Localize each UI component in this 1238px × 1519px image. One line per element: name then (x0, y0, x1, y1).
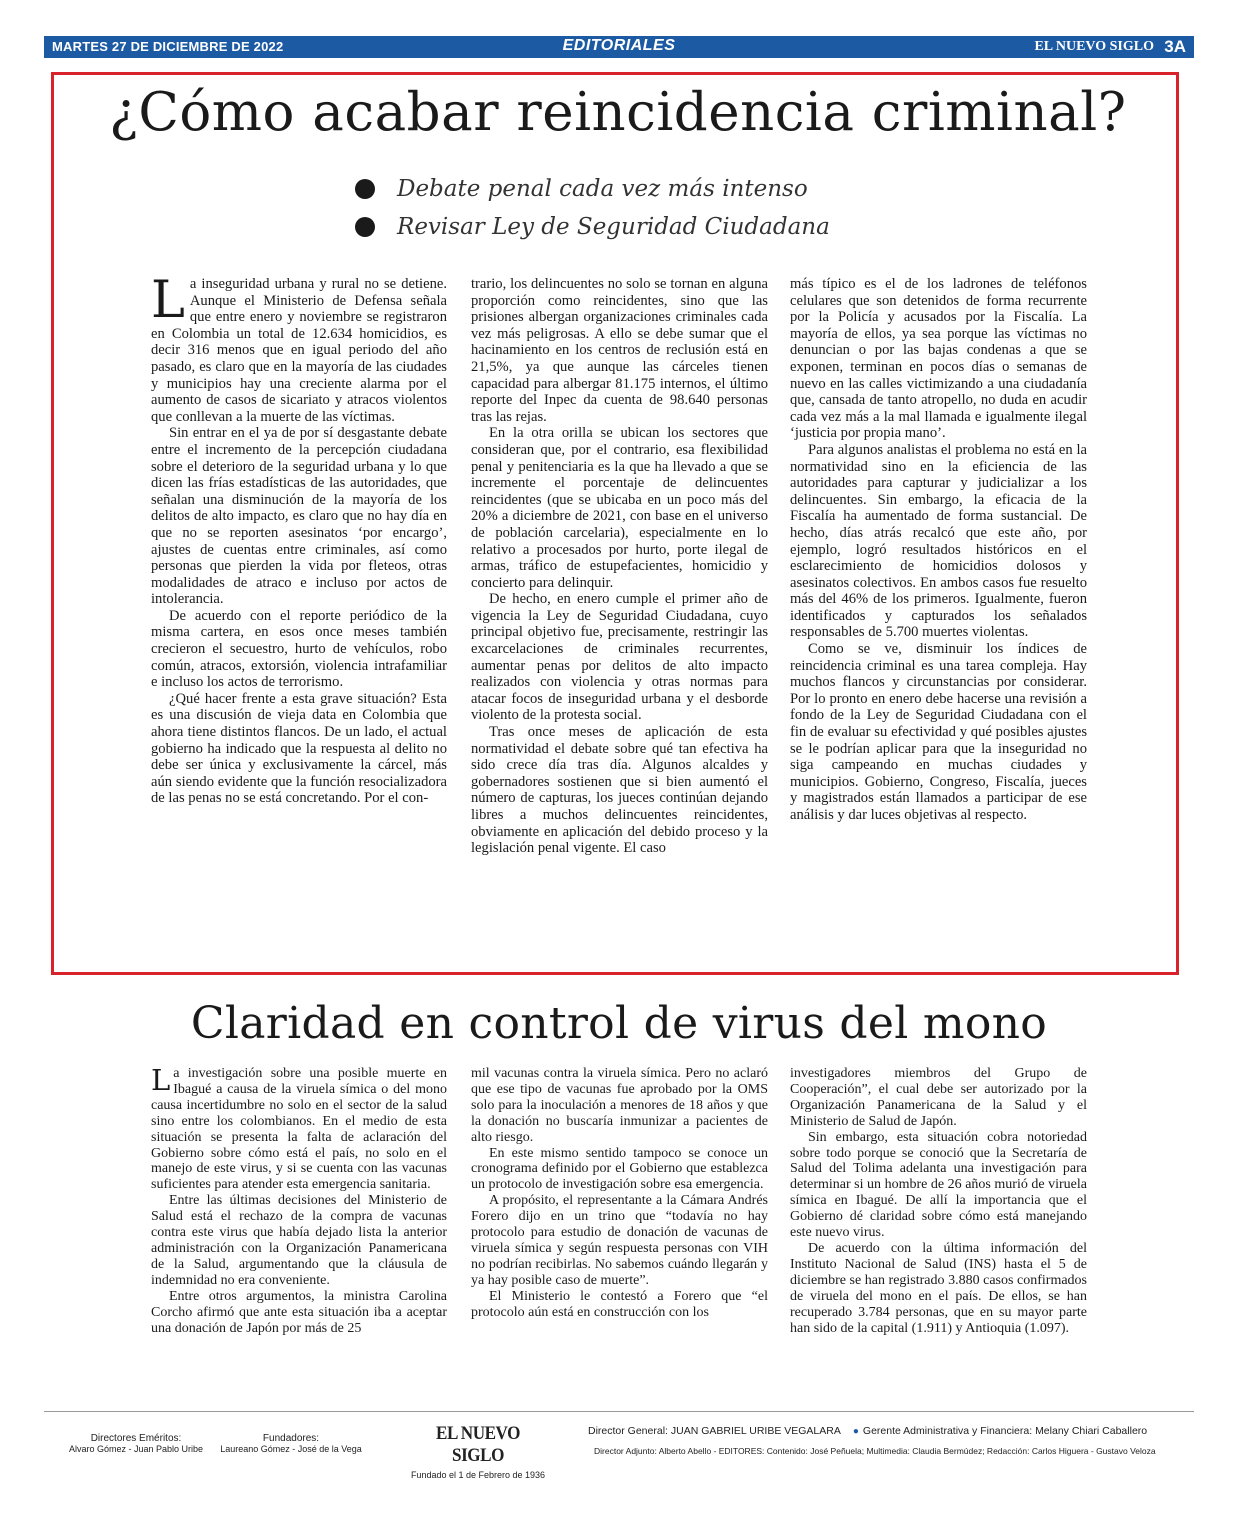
subhead-item (355, 208, 830, 246)
paragraph: En este mismo sentido tampoco se conoce un cronograma definido por el Gobierno que establezca un protocolo de investigación sobre esa emergencia. (471, 1145, 768, 1193)
editorial-1-headline: ¿Cómo acabar reincidencia criminal? (109, 82, 1127, 143)
footer-divider (44, 1411, 1194, 1412)
paragraph: De acuerdo con la última información del Instituto Nacional de Salud (INS) hasta el 5 de diciembre se han registrado 3.880 casos confirmados de viruela del mono en el país. De ellos, se han recuperado 3.784 personas, que en su mayor parte han sido de la capital (1.911) y Antioquia (1.097). (790, 1240, 1087, 1336)
paragraph: Entre otros argumentos, la ministra Carolina Corcho afirmó que ante esta situación iba a aceptar una donación de Japón por más de 25 (151, 1288, 447, 1336)
paragraph-text: a investigación sobre una posible muerte en Ibagué a causa de la viruela símica o del mono causa incertidumbre no solo en el sector de la salud sino entre los colombianos. En el medio de esta situación se presenta la falta de aclaración del Gobierno sobre cómo está el país, no solo en el manejo de este virus, y si se cuenta con las vacunas suficientes para atender esta emergencia sanitaria. (151, 1066, 447, 1193)
paragraph: más típico es el de los ladrones de teléfonos celulares que son detenidos de forma recurrente por la Policía y acusados por la Fiscalía. La mayoría de ellos, ya sea porque las víctimas no denuncian o por las bajas condenas a que se exponen, terminan en pocos días o semanas de nuevo en las calles victimizando a una ciudadanía que, cansada de tanto atropello, no duda en acudir cada vez más a la mal llamada e igualmente ilegal ‘justicia por propia mano’. (790, 276, 1087, 442)
editorial-1-column-3 (790, 276, 1087, 824)
editorial-1-column-2 (471, 276, 768, 857)
paragraph: Tras once meses de aplicación de esta normatividad el debate sobre qué tan efectiva ha sido crece día tras día. Algunos alcaldes y gobernadores sostienen que si bien aumentó el número de capturas, los jueces continúan dejando libres a muchos delincuentes reincidentes, obviamente en aplicación del debido proceso y la legislación penal vigente. El caso (471, 724, 768, 857)
founders-label: Fundadores: (262, 1433, 320, 1444)
directors-names: Alvaro Gómez - Juan Pablo Uribe (68, 1444, 204, 1454)
paragraph: mil vacunas contra la viruela símica. Pero no aclaró que ese tipo de vacunas fue aprobado por la OMS solo para la inoculación a menores de 18 años y que la donación no buscaría inmunizar a pacientes de alto riesgo. (471, 1066, 768, 1145)
editorial-2-headline: Claridad en control de virus del mono (190, 998, 1048, 1049)
paragraph-text: a inseguridad urbana y rural no se detiene. Aunque el Ministerio de Defensa señala que entre enero y noviembre se registraron en Colombia un total de 12.634 homicidios, es decir 316 menos que en igual periodo del año pasado, es claro que en la mayoría de las ciudades y municipios hay una creciente alarma por el aumento de casos de sicariato y atracos violentos que conllevan a la muerte de las víctimas. (151, 276, 447, 425)
founders-block (218, 1433, 364, 1454)
editorial-1-column-1 (151, 271, 447, 807)
gerente: Gerente Administrativa y Financiera: Melany Chiari Caballero (862, 1425, 1148, 1437)
editorial-2-column-3 (790, 1066, 1087, 1336)
paragraph: Entre las últimas decisiones del Ministerio de Salud está el rechazo de la compra de vacunas contra este virus que había dejado lista la anterior administración con la Organización Panamericana de la Salud, argumentando que la cláusula de indemnidad no era conveniente. (151, 1193, 447, 1288)
brand-name: EL NUEVO SIGLO (1034, 39, 1154, 54)
directors-block (66, 1433, 206, 1454)
paragraph (151, 1063, 447, 1193)
paragraph: De hecho, en enero cumple el primer año de vigencia la Ley de Seguridad Ciudadana, cuyo principal objetivo fue, precisamente, restringir las excarcelaciones de criminales recurrentes, aumentar penas por delitos de alto impacto realizados con violencia y otras normas para atacar focos de inseguridad urbana y el desborde violento de la protesta social. (471, 591, 768, 724)
staff-line-2: Director Adjunto: Alberto Abello - EDITORES: Contenido: José Peñuela; Multimedia: Claudia Bermúdez; Redacción: Carlos Higuera - Gustavo Veloza (594, 1446, 1156, 1456)
editorial-1-subheads (355, 170, 830, 246)
top-bar (44, 36, 1194, 58)
bullet-icon (355, 217, 375, 237)
drop-cap: L (151, 271, 185, 330)
subhead-text: Revisar Ley de Seguridad Ciudadana (397, 214, 830, 240)
logo-name: EL NUEVO SIGLO (436, 1423, 520, 1466)
edition-date: MARTES 27 DE DICIEMBRE DE 2022 (52, 39, 284, 54)
paragraph: Como se ve, disminuir los índices de reincidencia criminal es una tarea compleja. Hay muchos flancos y circunstancias por considerar. Por lo pronto en enero debe hacerse una revisión a fondo de la Ley de Seguridad Ciudadana con el fin de evaluar su efectividad y qué posibles ajustes se le podrían aplicar para que la inseguridad no siga campeando en muchas ciudades y municipios. Gobierno, Congreso, Fiscalía, jueces y magistrados están llamados a participar de ese análisis y dar luces objetivas al respecto. (790, 641, 1087, 823)
directors-label: Directores Eméritos: (90, 1433, 182, 1444)
director-general: Director General: JUAN GABRIEL URIBE VEGALARA (588, 1425, 841, 1437)
founded-date: Fundado el 1 de Febrero de 1936 (410, 1470, 546, 1480)
paragraph (151, 271, 447, 425)
staff-line-1 (588, 1425, 1147, 1437)
paragraph: De acuerdo con el reporte periódico de la misma cartera, en esos once meses también crecieron el secuestro, hurto de vehículos, robo común, atracos, extorsión, violencia intrafamiliar e incluso los actos de terrorismo. (151, 607, 447, 691)
paragraph: ¿Qué hacer frente a esta grave situación? Esta es una discusión de vieja data en Colombia que ahora tiene distintos flancos. De un lado, el actual gobierno ha indicado que la respuesta al delito no debe ser única y exclusivamente la cárcel, más aún siendo evidente que la función resocializadora de las penas no se está concretando. Por el con- (151, 690, 447, 807)
paragraph: trario, los delincuentes no solo se tornan en alguna proporción como reincidentes, sino que las prisiones albergan organizaciones criminales cada vez más peligrosas. A ello se debe sumar que el hacinamiento en los centros de reclusión está en 21,5%, ya que aunque las cárceles tienen capacidad para albergar 81.175 internos, el último reporte del Inpec da cuenta de 98.640 personas tras las rejas. (471, 276, 768, 425)
subhead-text: Debate penal cada vez más intenso (397, 176, 808, 202)
subhead-item (355, 170, 830, 208)
paragraph: A propósito, el representante a la Cámara Andrés Forero dijo en un trino que “todavía no hay protocolo para estudio de donación de vacunas de viruela símica y según respuesta personas con VIH no podrían recibirlas. No sabemos cuándo llegarán y ya hay posible caso de muerte”. (471, 1193, 768, 1288)
paragraph: El Ministerio le contestó a Forero que “el protocolo aún está en construcción con los (471, 1288, 768, 1320)
newspaper-logo (408, 1423, 548, 1480)
separator-dot-icon: ● (852, 1426, 859, 1437)
drop-cap: L (151, 1063, 171, 1097)
paragraph: Sin embargo, esta situación cobra notoriedad sobre todo porque se conoció que la Secretaría de Salud del Tolima adelanta una investigación para determinar si un hombre de 26 años murió de viruela símica en Ibagué. De allí la importancia que el Gobierno dé claridad sobre cómo está manejando este nuevo virus. (790, 1129, 1087, 1241)
editorial-2-column-2 (471, 1066, 768, 1321)
paragraph: Sin entrar en el ya de por sí desgastante debate entre el incremento de la percepción ciudadana sobre el deterioro de la seguridad urbana y lo que dicen las frías estadísticas de las autoridades, que señalan una disminución de la mayoría de los delitos de alto impacto, es claro que no hay día en que no se reporten asesinatos ‘por encargo’, ajustes de cuentas entre criminales, así como personas que pierden la vida por fleteos, otras modalidades de atraco e incluso por actos de intolerancia. (151, 425, 447, 608)
editorial-2-column-1 (151, 1063, 447, 1336)
section-title: EDITORIALES (562, 37, 676, 54)
paragraph: Para algunos analistas el problema no está en la normatividad sino en la eficiencia de las autoridades para capturar y judicializar a los delincuentes. Sin embargo, la eficacia de la Fiscalía ha aumentado de forma sustancial. De hecho, días atrás recalcó que este año, por ejemplo, logró resultados históricos en el esclarecimiento de homicidios dolosos y asesinatos colectivos. En ambos casos fue resuelto más del 46% de los primeros. Igualmente, fueron identificados y capturados los señalados responsables de 5.700 muertes violentas. (790, 441, 1087, 641)
paragraph: investigadores miembros del Grupo de Cooperación”, el cual debe ser autorizado por la Organización Panamericana de la Salud y el Ministerio de Salud de Japón. (790, 1066, 1087, 1129)
page-number: 3A (1164, 37, 1186, 56)
founders-names: Laureano Gómez - José de la Vega (220, 1444, 362, 1454)
paragraph: En la otra orilla se ubican los sectores que consideran que, por el contrario, esa flexibilidad penal y penitenciaria es la que ha llevado a que se incremente el porcentaje de delincuentes reincidentes (que se ubicaba en un poco más del 20% a diciembre de 2021, con base en el universo de población carcelaria), especialmente en lo relativo a procesados por hurto, porte ilegal de armas, tráfico de estupefacientes, homicidio y concierto para delinquir. (471, 425, 768, 591)
bullet-icon (355, 179, 375, 199)
